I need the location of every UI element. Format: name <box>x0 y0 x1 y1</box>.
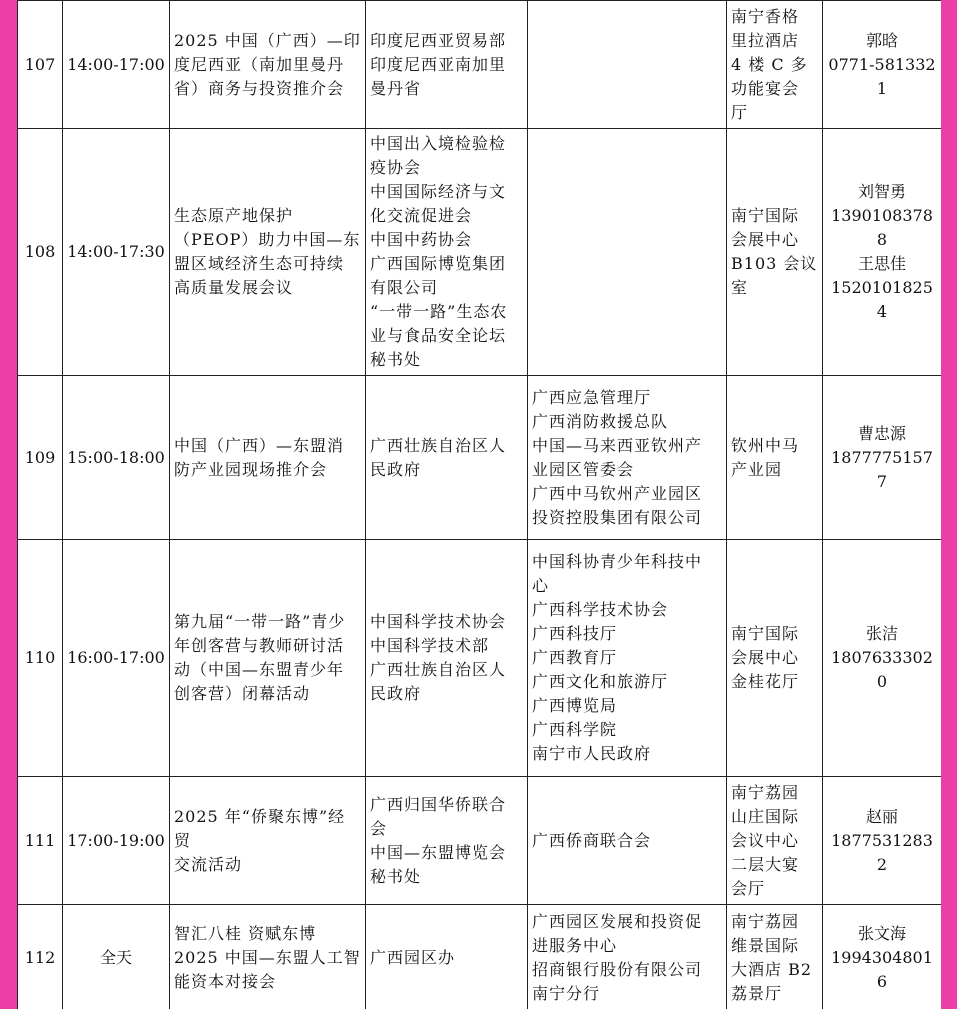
event-title-line: 盟区域经济生态可持续 <box>174 254 345 273</box>
contact-phone: 0771-5813321 <box>828 54 936 98</box>
venue-cell <box>727 777 823 905</box>
event-title-line: 第九届“一带一路”青少 <box>174 612 346 631</box>
event-title-line: 创客营）闭幕活动 <box>174 684 311 703</box>
contact-name: 赵丽 <box>865 806 898 826</box>
event-title-line: 年创客营与教师研讨活 <box>174 636 345 655</box>
table-row <box>18 540 942 777</box>
host-line: 秘书处 <box>370 350 422 369</box>
host-line: 疫协会 <box>370 158 422 177</box>
host-line: 广西壮族自治区人 <box>370 435 507 455</box>
contact-name: 郭晗 <box>865 30 898 50</box>
host-line: 秘书处 <box>370 866 422 886</box>
event-title-line: 智汇八桂 资赋东博 <box>174 923 317 943</box>
host-line: 化交流促进会 <box>370 206 473 225</box>
event-number: 112 <box>18 905 63 1009</box>
host-line: 中国—东盟博览会 <box>370 842 507 862</box>
venue-line: 室 <box>731 278 749 297</box>
host-cell <box>366 376 528 540</box>
table-row <box>18 129 942 376</box>
event-title-line: 交流活动 <box>174 854 243 874</box>
venue-line: 钦州中马 <box>731 435 800 455</box>
organizer-cell <box>528 376 727 540</box>
contact-phone: 18076333020 <box>831 648 933 691</box>
event-title-cell <box>170 777 366 905</box>
contact-phone: 13901083788 <box>831 206 933 249</box>
host-line: 民政府 <box>370 684 422 703</box>
host-line: 中国出入境检验检 <box>370 134 507 153</box>
venue-line: 南宁国际 <box>731 624 800 643</box>
venue-line: 南宁荔园 <box>731 911 800 931</box>
event-title-line: （PEOP）助力中国—东 <box>174 230 361 249</box>
organizer-line: 广西侨商联合会 <box>532 830 652 850</box>
organizer-line: 广西科技厅 <box>532 624 618 643</box>
organizer-cell <box>528 1 727 129</box>
event-title-line: 动（中国—东盟青少年 <box>174 660 345 679</box>
table-row <box>18 777 942 905</box>
organizer-line: 心 <box>532 576 550 595</box>
organizer-line: 业园区管委会 <box>532 459 635 479</box>
event-number: 110 <box>18 540 63 777</box>
event-title-cell <box>170 905 366 1009</box>
organizer-cell <box>528 129 727 376</box>
event-number: 107 <box>18 1 63 129</box>
venue-line: 里拉酒店 <box>731 30 800 50</box>
organizer-line: 广西应急管理厅 <box>532 387 652 407</box>
table-body <box>18 1 942 1009</box>
event-title-line: 生态原产地保护 <box>174 206 294 225</box>
contact-name: 曹忠源 <box>857 423 906 443</box>
organizer-line: 广西教育厅 <box>532 648 618 667</box>
venue-line: 金桂花厅 <box>731 672 800 691</box>
organizer-line: 广西科学院 <box>532 720 618 739</box>
venue-line: 会议中心 <box>731 830 800 850</box>
event-title-line: 省）商务与投资推介会 <box>174 78 345 98</box>
organizer-line: 广西文化和旅游厅 <box>532 672 669 691</box>
schedule-sheet <box>17 0 941 1009</box>
event-time: 15:00-18:00 <box>63 376 170 540</box>
contact-phone: 18775312832 <box>831 830 933 874</box>
venue-cell <box>727 129 823 376</box>
contact-phone: 18777751577 <box>831 447 933 491</box>
contact-name: 刘智勇 <box>857 182 906 201</box>
host-line: 民政府 <box>370 459 422 479</box>
event-number: 109 <box>18 376 63 540</box>
event-number: 108 <box>18 129 63 376</box>
venue-line: 会展中心 <box>731 230 800 249</box>
host-line: 广西归国华侨联合 <box>370 794 507 814</box>
host-line: 中国科学技术协会 <box>370 612 507 631</box>
host-line: 印度尼西亚贸易部 <box>370 30 507 50</box>
contact-phone: 19943048016 <box>831 947 933 991</box>
host-line: 曼丹省 <box>370 78 422 98</box>
organizer-line: 广西科学技术协会 <box>532 600 669 619</box>
event-title-cell <box>170 540 366 777</box>
host-cell <box>366 777 528 905</box>
host-line: 广西园区办 <box>370 947 456 967</box>
contact-cell <box>823 777 942 905</box>
host-line: 广西壮族自治区人 <box>370 660 507 679</box>
organizer-cell <box>528 777 727 905</box>
event-title-line: 2025 年“侨聚东博”经贸 <box>174 806 346 850</box>
event-title-line: 2025 中国（广西）—印 <box>174 30 361 50</box>
organizer-line: 南宁市人民政府 <box>532 744 652 763</box>
event-title-line: 中国（广西）—东盟消 <box>174 435 345 455</box>
host-line: 广西国际博览集团 <box>370 254 507 273</box>
event-title-line: 高质量发展会议 <box>174 278 294 297</box>
contact-cell <box>823 1 942 129</box>
venue-cell <box>727 376 823 540</box>
organizer-line: 招商银行股份有限公司 <box>532 959 703 979</box>
host-line: 会 <box>370 818 388 838</box>
organizer-line: 广西博览局 <box>532 696 618 715</box>
venue-cell <box>727 905 823 1009</box>
event-title-cell <box>170 376 366 540</box>
table-row <box>18 905 942 1009</box>
table-row <box>18 376 942 540</box>
host-line: 业与食品安全论坛 <box>370 326 507 345</box>
host-cell <box>366 1 528 129</box>
host-line: 中国国际经济与文 <box>370 182 507 201</box>
venue-line: B103 会议 <box>731 254 818 273</box>
venue-line: 会展中心 <box>731 648 800 667</box>
host-line: “一带一路”生态农 <box>370 302 508 321</box>
venue-line: 会厅 <box>731 878 766 898</box>
event-title-line: 2025 中国—东盟人工智 <box>174 947 361 967</box>
contact-name: 王思佳 <box>857 254 906 273</box>
venue-line: 4 楼 C 多 <box>731 54 808 74</box>
venue-line: 荔景厅 <box>731 983 783 1003</box>
venue-line: 厅 <box>731 102 749 122</box>
host-cell <box>366 129 528 376</box>
venue-line: 大酒店 B2 <box>731 959 813 979</box>
contact-phone: 15201018254 <box>831 278 933 321</box>
event-title-line: 防产业园现场推介会 <box>174 459 328 479</box>
table-row <box>18 1 942 129</box>
contact-name: 张洁 <box>865 624 898 643</box>
organizer-line: 进服务中心 <box>532 935 618 955</box>
organizer-cell <box>528 540 727 777</box>
venue-cell <box>727 540 823 777</box>
venue-line: 南宁荔园 <box>731 782 800 802</box>
event-title-line: 能资本对接会 <box>174 971 277 991</box>
event-time: 14:00-17:00 <box>63 1 170 129</box>
event-time: 16:00-17:00 <box>63 540 170 777</box>
organizer-line: 中国科协青少年科技中 <box>532 552 703 571</box>
host-line: 中国科学技术部 <box>370 636 490 655</box>
contact-cell <box>823 376 942 540</box>
venue-line: 功能宴会 <box>731 78 800 98</box>
event-title-cell <box>170 129 366 376</box>
organizer-line: 投资控股集团有限公司 <box>532 507 703 527</box>
event-time: 14:00-17:30 <box>63 129 170 376</box>
organizer-line: 广西中马钦州产业园区 <box>532 483 703 503</box>
organizer-cell <box>528 905 727 1009</box>
host-line: 有限公司 <box>370 278 439 297</box>
event-schedule-table <box>17 0 941 1009</box>
venue-line: 二层大宴 <box>731 854 800 874</box>
host-line: 中国中药协会 <box>370 230 473 249</box>
venue-line: 南宁国际 <box>731 206 800 225</box>
venue-line: 维景国际 <box>731 935 800 955</box>
contact-cell <box>823 905 942 1009</box>
host-cell <box>366 905 528 1009</box>
contact-name: 张文海 <box>857 923 906 943</box>
event-time: 全天 <box>63 905 170 1009</box>
event-number: 111 <box>18 777 63 905</box>
contact-cell <box>823 129 942 376</box>
host-line: 印度尼西亚南加里 <box>370 54 507 74</box>
venue-line: 南宁香格 <box>731 6 800 26</box>
organizer-line: 广西园区发展和投资促 <box>532 911 703 931</box>
organizer-line: 南宁分行 <box>532 983 601 1003</box>
host-cell <box>366 540 528 777</box>
organizer-line: 广西消防救援总队 <box>532 411 669 431</box>
event-title-line: 度尼西亚（南加里曼丹 <box>174 54 345 74</box>
event-time: 17:00-19:00 <box>63 777 170 905</box>
event-title-cell <box>170 1 366 129</box>
contact-cell <box>823 540 942 777</box>
organizer-line: 中国—马来西亚钦州产 <box>532 435 703 455</box>
venue-cell <box>727 1 823 129</box>
venue-line: 山庄国际 <box>731 806 800 826</box>
venue-line: 产业园 <box>731 459 783 479</box>
